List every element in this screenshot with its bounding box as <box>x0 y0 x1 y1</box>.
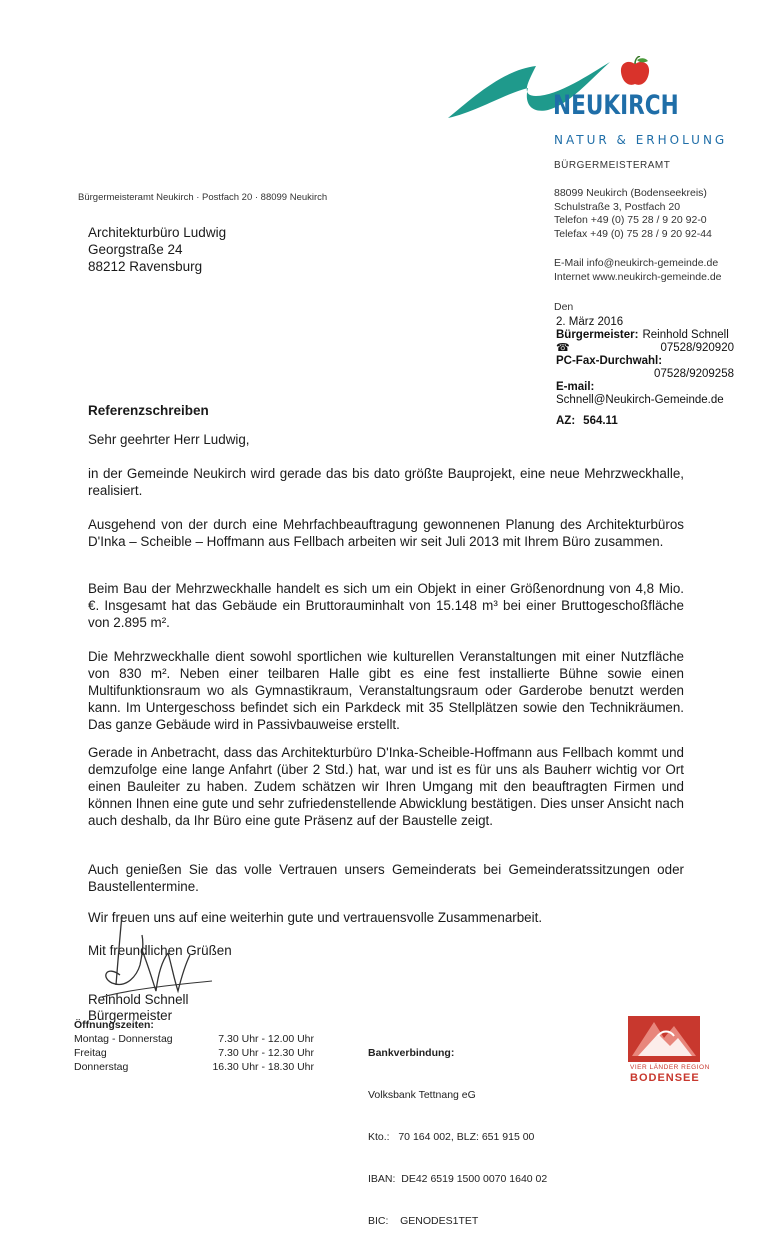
fax-line: Telefax +49 (0) 75 28 / 9 20 92-44 <box>554 227 712 240</box>
hours-day: Montag - Donnerstag <box>74 1033 173 1045</box>
address-line: Schulstraße 3, Postfach 20 <box>554 200 681 213</box>
fax-label: PC-Fax-Durchwahl: <box>556 355 663 367</box>
hours-label: Öffnungszeiten: <box>74 1019 154 1031</box>
internet-line: Internet www.neukirch-gemeinde.de <box>554 270 722 283</box>
closing: Mit freundlichen Grüßen <box>88 943 232 958</box>
bank-kto: Kto.: 70 164 002, BLZ: 651 915 00 <box>368 1131 535 1143</box>
recipient-line: 88212 Ravensburg <box>88 259 203 274</box>
opening-hours <box>74 1018 314 1074</box>
den-label: Den <box>554 301 574 313</box>
bank-bic: BIC: GENODES1TET <box>368 1215 479 1227</box>
bank-iban: IBAN: DE42 6519 1500 0070 1640 02 <box>368 1173 548 1185</box>
phone-line: Telefon +49 (0) 75 28 / 9 20 92-0 <box>554 214 707 226</box>
paragraph: Gerade in Anbetracht, dass das Architekturbüro D'Inka-Scheible-Hoffmann aus Fellbach kommt und demzufolge eine lange Anfahrt (über 2 Std.) hat, war und ist es für uns als Bauherr wichtig vor Ort einen Bauleiter zu haben. Zudem schätzen wir Ihren Umgang mit den beauftragten Firmen und können Ihnen eine gute und sehr zufriedenstellende Abwicklung bestätigen. Dies unser Ansicht nach auch deshalb, da Ihr Büro eine gute Präsenz auf der Baustelle zeigt. <box>88 745 684 828</box>
contact-block <box>556 316 734 428</box>
hours-time: 7.30 Uhr - 12.00 Uhr <box>218 1033 314 1045</box>
bank-label: Bankverbindung: <box>368 1047 455 1059</box>
region-logo-line1: VIER LÄNDER REGION <box>630 1064 710 1071</box>
signer-name: Reinhold Schnell <box>88 992 189 1007</box>
paragraph: in der Gemeinde Neukirch wird gerade das bis dato größte Bauprojekt, eine neue Mehrzweckhalle, realisiert. <box>88 466 684 498</box>
bank-details <box>368 1018 547 1242</box>
paragraph: Die Mehrzweckhalle dient sowohl sportlichen wie kulturellen Veranstaltungen mit einer Nutzfläche von 830 m². Neben einer teilbaren Halle gibt es eine fest installierte Bühne sowie einen Multifunktionsraum wo als Gymnastikraum, Veranstaltungsraum oder Garderobe benutzt werden kann. Im Untergeschoss befindet sich ein Parkdeck mit 35 Stellplätzen sowie den Technikräumen. Das ganze Gebäude wird in Passivbauweise erstellt. <box>88 649 684 732</box>
office-online <box>554 257 722 284</box>
paragraph: Auch genießen Sie das volle Vertrauen unsers Gemeinderats bei Gemeinderatssitzungen oder Baustellentermine. <box>88 862 684 894</box>
recipient-address <box>88 224 226 275</box>
az-label: AZ: <box>556 415 576 427</box>
mayor-phone: 07528/920920 <box>660 342 734 354</box>
mayor-label: Bürgermeister: <box>556 329 639 341</box>
bodensee-region-logo <box>628 1016 700 1066</box>
mayor-email: Schnell@Neukirch-Gemeinde.de <box>556 394 724 406</box>
bank-name: Volksbank Tettnang eG <box>368 1089 476 1101</box>
region-logo-line2: BODENSEE <box>630 1072 700 1084</box>
email-label: E-mail: <box>556 381 595 393</box>
phone-icon: ☎ <box>556 342 570 354</box>
recipient-line: Georgstraße 24 <box>88 242 183 257</box>
address-line: 88099 Neukirch (Bodenseekreis) <box>554 187 707 199</box>
letter-subject: Referenzschreiben <box>88 403 209 418</box>
hours-day: Freitag <box>74 1047 107 1059</box>
signer-title: Bürgermeister <box>88 1008 173 1023</box>
paragraph: Ausgehend von der durch eine Mehrfachbeauftragung gewonnenen Planung des Architekturbüros D'Inka – Scheible – Hoffmann aus Fellbach arbeiten wir seit Juli 2013 mit Ihrem Büro zusammen. <box>88 517 684 549</box>
letter-salutation: Sehr geehrter Herr Ludwig, <box>88 432 250 447</box>
letter-date: 2. März 2016 <box>556 316 624 328</box>
hours-time: 7.30 Uhr - 12.30 Uhr <box>218 1047 314 1059</box>
mayor-name: Reinhold Schnell <box>642 329 729 341</box>
paragraph: Beim Bau der Mehrzweckhalle handelt es sich um ein Objekt in einer Größenordnung von 4,8 Mio. €. Insgesamt hat das Gebäude ein Bruttorauminhalt von 15.148 m³ bei einer Bruttogeschoßfläche von 2.895 m². <box>88 581 684 630</box>
sender-line: Bürgermeisteramt Neukirch · Postfach 20 · 88099 Neukirch <box>78 192 328 203</box>
hours-day: Donnerstag <box>74 1061 129 1073</box>
logo-name: NEUKIRCH <box>553 90 679 121</box>
logo-subtitle: NATUR & ERHOLUNG <box>554 133 728 147</box>
department-label: BÜRGERMEISTERAMT <box>554 160 671 171</box>
office-address <box>554 187 712 241</box>
email-line: E-Mail info@neukirch-gemeinde.de <box>554 257 719 269</box>
hours-time: 16.30 Uhr - 18.30 Uhr <box>212 1061 314 1073</box>
mayor-fax: 07528/9209258 <box>654 368 734 380</box>
az-value: 564.11 <box>583 415 618 427</box>
recipient-line: Architekturbüro Ludwig <box>88 225 227 240</box>
apple-icon <box>618 56 652 88</box>
paragraph: Wir freuen uns auf eine weiterhin gute und vertrauensvolle Zusammenarbeit. <box>88 910 543 925</box>
